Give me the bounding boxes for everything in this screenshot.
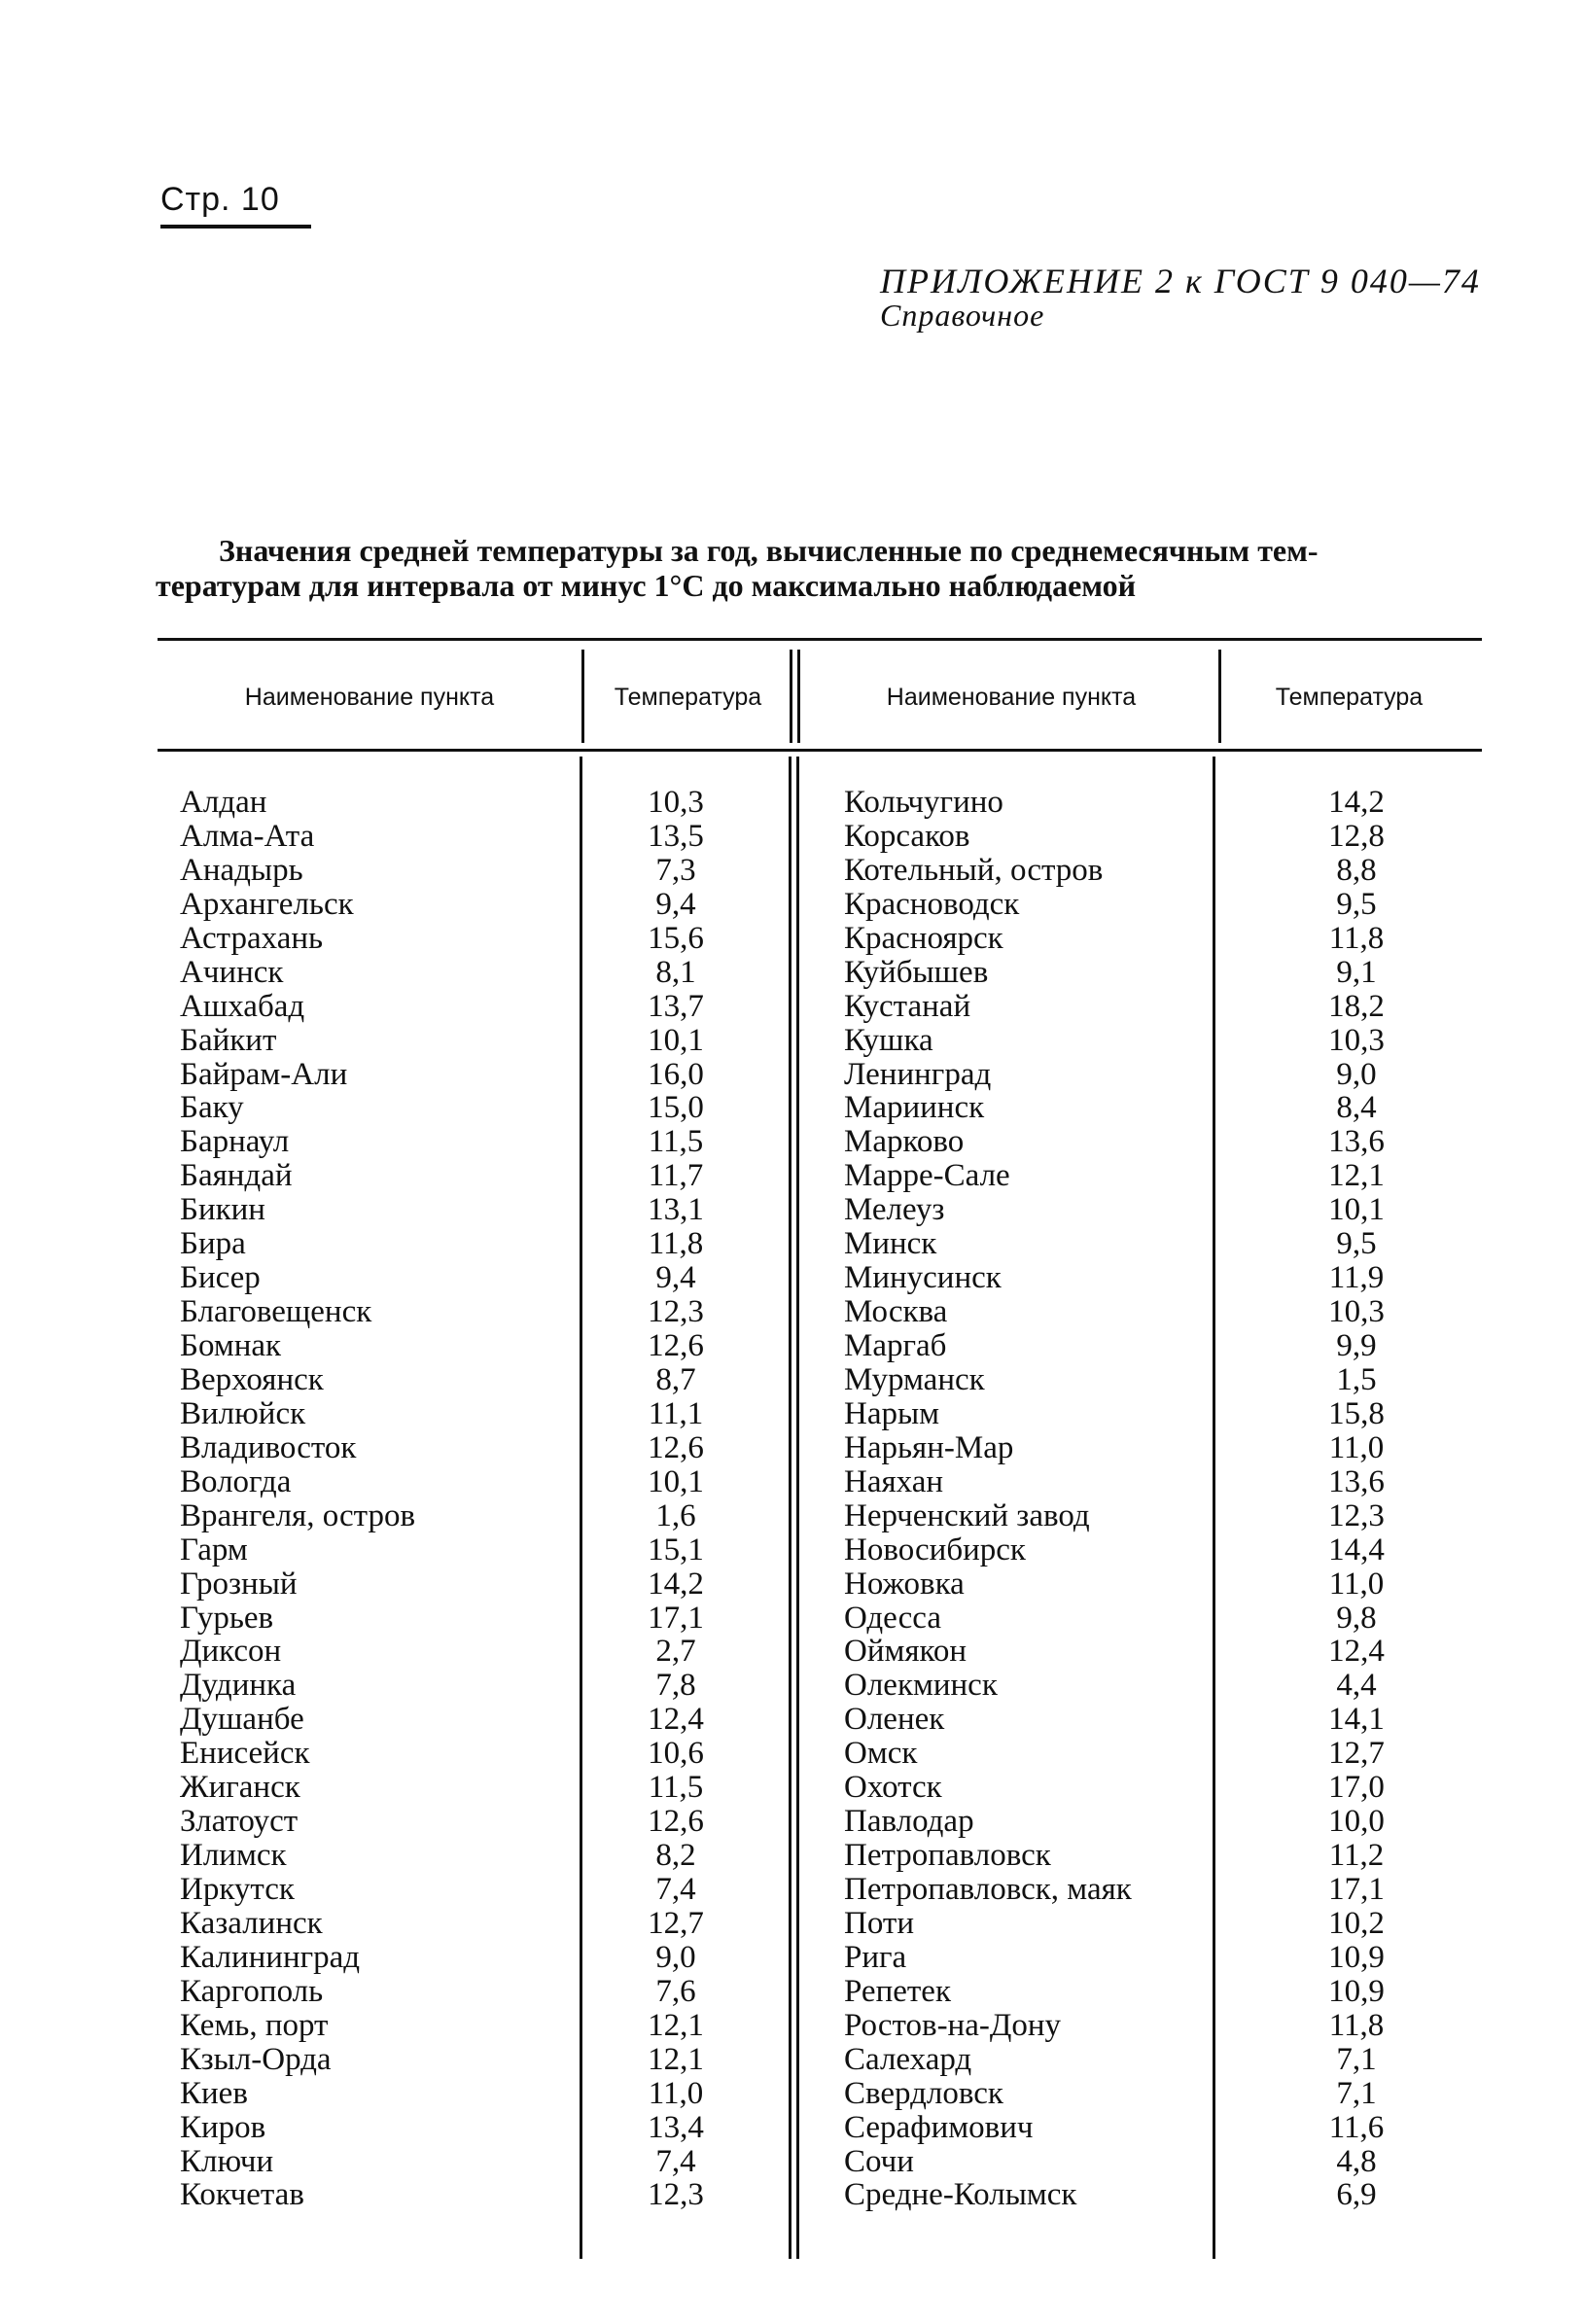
- table-caption: [156, 533, 1478, 603]
- station-name: Павлодар: [844, 1804, 974, 1840]
- station-temperature: 14,4: [1328, 1532, 1385, 1567]
- station-temperature: 12,1: [1328, 1158, 1385, 1194]
- station-temperature: 17,1: [1328, 1872, 1385, 1907]
- station-temperature: 13,4: [648, 2109, 704, 2145]
- column-divider: [1218, 650, 1221, 743]
- station-temperature: 12,8: [1328, 818, 1385, 854]
- station-name: Нерченский завод: [844, 1497, 1090, 1533]
- station-name: Киров: [180, 2109, 266, 2145]
- station-name: Ленинград: [844, 1056, 992, 1092]
- station-temperature: 12,6: [648, 1429, 704, 1465]
- station-name: Котельный, остров: [844, 852, 1104, 888]
- station-temperature: 13,5: [648, 818, 704, 854]
- column-divider-double: [790, 650, 792, 743]
- station-name: Баяндай: [180, 1158, 293, 1194]
- station-temperature: 10,3: [1328, 1294, 1385, 1330]
- appendix-title: ПРИЛОЖЕНИЕ 2 к ГОСТ 9 040—74: [880, 262, 1481, 300]
- station-name: Вологда: [180, 1463, 292, 1499]
- station-name: Марково: [844, 1124, 965, 1160]
- station-name: Златоуст: [180, 1804, 299, 1840]
- station-temperature: 12,6: [648, 1328, 704, 1363]
- station-name: Дудинка: [180, 1668, 297, 1704]
- station-temperature: 10,1: [1328, 1192, 1385, 1228]
- station-name: Каргополь: [180, 1973, 324, 2009]
- station-name: Грозный: [180, 1566, 298, 1602]
- station-name: Корсаков: [844, 818, 970, 854]
- station-name: Бикин: [180, 1192, 265, 1228]
- station-temperature: 13,1: [648, 1192, 704, 1228]
- station-name: Репетек: [844, 1973, 951, 2009]
- column-divider-double: [797, 650, 800, 743]
- station-temperature: 4,8: [1336, 2143, 1377, 2179]
- station-temperature: 2,7: [655, 1634, 696, 1670]
- station-name: Куйбышев: [844, 954, 989, 990]
- station-name: Кокчетав: [180, 2177, 304, 2213]
- station-name: Бира: [180, 1226, 246, 1262]
- header-name-left: Наименование пункта: [244, 684, 495, 711]
- caption-line-2: тературам для интервала от минус 1°С до максимально наблюдаемой: [156, 568, 1137, 603]
- station-temperature: 9,9: [1336, 1328, 1377, 1363]
- station-name: Жиганск: [180, 1770, 300, 1806]
- column-divider-double: [789, 757, 792, 2259]
- station-temperature: 17,0: [1328, 1770, 1385, 1806]
- station-temperature: 14,2: [648, 1566, 704, 1602]
- station-temperature: 10,6: [648, 1736, 704, 1772]
- header-name-right: Наименование пункта: [886, 684, 1137, 711]
- station-temperature: 13,6: [1328, 1463, 1385, 1499]
- station-name: Кустанай: [844, 988, 971, 1024]
- station-temperature: 11,8: [1328, 920, 1385, 956]
- station-temperature: 12,7: [648, 1905, 704, 1941]
- station-name: Архангельск: [180, 886, 354, 922]
- station-name: Бисер: [180, 1260, 261, 1296]
- station-temperature: 12,3: [648, 2177, 704, 2213]
- station-temperature: 7,3: [655, 852, 696, 888]
- station-temperature: 10,9: [1328, 1973, 1385, 2009]
- station-name: Наяхан: [844, 1463, 944, 1499]
- station-name: Нарьян-Мар: [844, 1429, 1014, 1465]
- station-name: Красноводск: [844, 886, 1020, 922]
- caption-line-1: Значения средней температуры за год, вычисленные по среднемесячным тем-: [219, 533, 1319, 568]
- station-name: Бомнак: [180, 1328, 282, 1363]
- station-temperature: 9,1: [1336, 954, 1377, 990]
- right-temperatures: [1303, 786, 1410, 2212]
- station-temperature: 1,5: [1336, 1361, 1377, 1397]
- station-temperature: 13,7: [648, 988, 704, 1024]
- station-temperature: 10,3: [1328, 1022, 1385, 1058]
- station-temperature: 12,1: [648, 2007, 704, 2043]
- station-name: Калининград: [180, 1939, 361, 1975]
- station-name: Казалинск: [180, 1905, 323, 1941]
- station-temperature: 10,1: [648, 1463, 704, 1499]
- station-temperature: 15,1: [648, 1532, 704, 1567]
- station-temperature: 12,1: [648, 2041, 704, 2077]
- station-name: Кемь, порт: [180, 2007, 329, 2043]
- station-temperature: 14,2: [1328, 785, 1385, 820]
- station-temperature: 9,5: [1336, 886, 1377, 922]
- station-temperature: 13,6: [1328, 1124, 1385, 1160]
- header-temp-right: Температура: [1275, 684, 1424, 711]
- station-temperature: 11,7: [648, 1158, 704, 1194]
- station-name: Мелеуз: [844, 1192, 945, 1228]
- station-temperature: 8,7: [655, 1361, 696, 1397]
- station-temperature: 8,8: [1336, 852, 1377, 888]
- station-name: Гарм: [180, 1532, 248, 1567]
- station-name: Ростов-на-Дону: [844, 2007, 1062, 2043]
- station-name: Баку: [180, 1090, 244, 1126]
- station-temperature: 7,8: [655, 1668, 696, 1704]
- station-name: Оленек: [844, 1702, 945, 1738]
- station-name: Владивосток: [180, 1429, 357, 1465]
- station-temperature: 7,6: [655, 1973, 696, 2009]
- station-temperature: 11,5: [648, 1124, 704, 1160]
- station-name: Ашхабад: [180, 988, 305, 1024]
- station-name: Петропавловск: [844, 1838, 1051, 1874]
- station-name: Минусинск: [844, 1260, 1002, 1296]
- station-name: Красноярск: [844, 920, 1003, 956]
- station-name: Астрахань: [180, 920, 324, 956]
- station-name: Кольчугино: [844, 785, 1003, 820]
- station-temperature: 17,1: [648, 1600, 704, 1636]
- station-name: Омск: [844, 1736, 918, 1772]
- station-temperature: 14,1: [1328, 1702, 1385, 1738]
- station-name: Марре-Сале: [844, 1158, 1010, 1194]
- page-number-underline: [160, 225, 311, 229]
- station-temperature: 11,8: [1328, 2007, 1385, 2043]
- station-temperature: 11,1: [648, 1395, 704, 1431]
- column-divider-double: [796, 757, 799, 2259]
- station-temperature: 7,1: [1336, 2075, 1377, 2111]
- station-name: Средне-Колымск: [844, 2177, 1077, 2213]
- station-name: Алма-Ата: [180, 818, 315, 854]
- station-name: Маргаб: [844, 1328, 947, 1363]
- station-name: Байкит: [180, 1022, 277, 1058]
- station-name: Поти: [844, 1905, 914, 1941]
- station-name: Диксон: [180, 1634, 282, 1670]
- station-temperature: 8,1: [655, 954, 696, 990]
- station-temperature: 11,9: [1328, 1260, 1385, 1296]
- station-temperature: 6,9: [1336, 2177, 1377, 2213]
- station-name: Свердловск: [844, 2075, 1003, 2111]
- station-temperature: 9,0: [655, 1939, 696, 1975]
- station-name: Минск: [844, 1226, 937, 1262]
- station-name: Охотск: [844, 1770, 942, 1806]
- left-station-names: [180, 786, 569, 2212]
- left-temperatures: [622, 786, 729, 2212]
- station-name: Врангеля, остров: [180, 1497, 416, 1533]
- station-name: Нарым: [844, 1395, 940, 1431]
- station-name: Мариинск: [844, 1090, 985, 1126]
- station-name: Алдан: [180, 785, 267, 820]
- station-name: Ножовка: [844, 1566, 965, 1602]
- station-name: Киев: [180, 2075, 248, 2111]
- station-temperature: 11,5: [648, 1770, 704, 1806]
- station-name: Енисейск: [180, 1736, 310, 1772]
- station-name: Серафимович: [844, 2109, 1034, 2145]
- station-temperature: 12,3: [648, 1294, 704, 1330]
- station-name: Ключи: [180, 2143, 274, 2179]
- station-name: Гурьев: [180, 1600, 274, 1636]
- station-temperature: 10,1: [648, 1022, 704, 1058]
- station-temperature: 10,3: [648, 785, 704, 820]
- station-temperature: 18,2: [1328, 988, 1385, 1024]
- station-name: Барнаул: [180, 1124, 290, 1160]
- appendix-subtitle: Справочное: [880, 298, 1045, 333]
- station-temperature: 9,4: [655, 1260, 696, 1296]
- station-temperature: 15,0: [648, 1090, 704, 1126]
- station-temperature: 9,8: [1336, 1600, 1377, 1636]
- table-top-rule: [158, 638, 1482, 641]
- station-name: Рига: [844, 1939, 907, 1975]
- column-divider: [580, 757, 582, 2259]
- station-temperature: 15,8: [1328, 1395, 1385, 1431]
- station-name: Сочи: [844, 2143, 914, 2179]
- station-temperature: 11,0: [648, 2075, 704, 2111]
- station-temperature: 11,8: [648, 1226, 704, 1262]
- station-temperature: 4,4: [1336, 1668, 1377, 1704]
- station-name: Иркутск: [180, 1872, 295, 1907]
- page-number-label: Стр. 10: [160, 181, 280, 218]
- station-temperature: 15,6: [648, 920, 704, 956]
- station-name: Душанбе: [180, 1702, 304, 1738]
- station-temperature: 8,2: [655, 1838, 696, 1874]
- station-name: Благовещенск: [180, 1294, 372, 1330]
- station-temperature: 9,0: [1336, 1056, 1377, 1092]
- station-temperature: 12,6: [648, 1804, 704, 1840]
- station-temperature: 9,5: [1336, 1226, 1377, 1262]
- station-temperature: 7,4: [655, 2143, 696, 2179]
- station-temperature: 10,0: [1328, 1804, 1385, 1840]
- station-temperature: 7,4: [655, 1872, 696, 1907]
- station-temperature: 11,0: [1328, 1429, 1385, 1465]
- station-temperature: 11,0: [1328, 1566, 1385, 1602]
- station-temperature: 10,9: [1328, 1939, 1385, 1975]
- station-name: Москва: [844, 1294, 948, 1330]
- station-temperature: 12,3: [1328, 1497, 1385, 1533]
- station-temperature: 12,4: [1328, 1634, 1385, 1670]
- station-name: Мурманск: [844, 1361, 985, 1397]
- station-name: Кзыл-Орда: [180, 2041, 332, 2077]
- station-name: Олекминск: [844, 1668, 998, 1704]
- right-station-names: [844, 786, 1233, 2212]
- station-name: Одесса: [844, 1600, 941, 1636]
- station-temperature: 7,1: [1336, 2041, 1377, 2077]
- station-name: Кушка: [844, 1022, 933, 1058]
- station-name: Петропавловск, маяк: [844, 1872, 1132, 1907]
- station-name: Салехард: [844, 2041, 972, 2077]
- station-name: Вилюйск: [180, 1395, 306, 1431]
- station-name: Оймякон: [844, 1634, 967, 1670]
- station-name: Новосибирск: [844, 1532, 1026, 1567]
- station-name: Илимск: [180, 1838, 287, 1874]
- station-name: Байрам-Али: [180, 1056, 348, 1092]
- station-temperature: 12,4: [648, 1702, 704, 1738]
- column-divider: [581, 650, 584, 743]
- station-temperature: 11,6: [1328, 2109, 1385, 2145]
- station-name: Верхоянск: [180, 1361, 324, 1397]
- station-name: Анадырь: [180, 852, 303, 888]
- station-temperature: 8,4: [1336, 1090, 1377, 1126]
- station-temperature: 10,2: [1328, 1905, 1385, 1941]
- station-temperature: 1,6: [655, 1497, 696, 1533]
- station-temperature: 11,2: [1328, 1838, 1385, 1874]
- table-header-rule: [158, 749, 1482, 752]
- station-temperature: 16,0: [648, 1056, 704, 1092]
- station-name: Ачинск: [180, 954, 284, 990]
- station-temperature: 12,7: [1328, 1736, 1385, 1772]
- header-temp-left: Температура: [614, 684, 762, 711]
- station-temperature: 9,4: [655, 886, 696, 922]
